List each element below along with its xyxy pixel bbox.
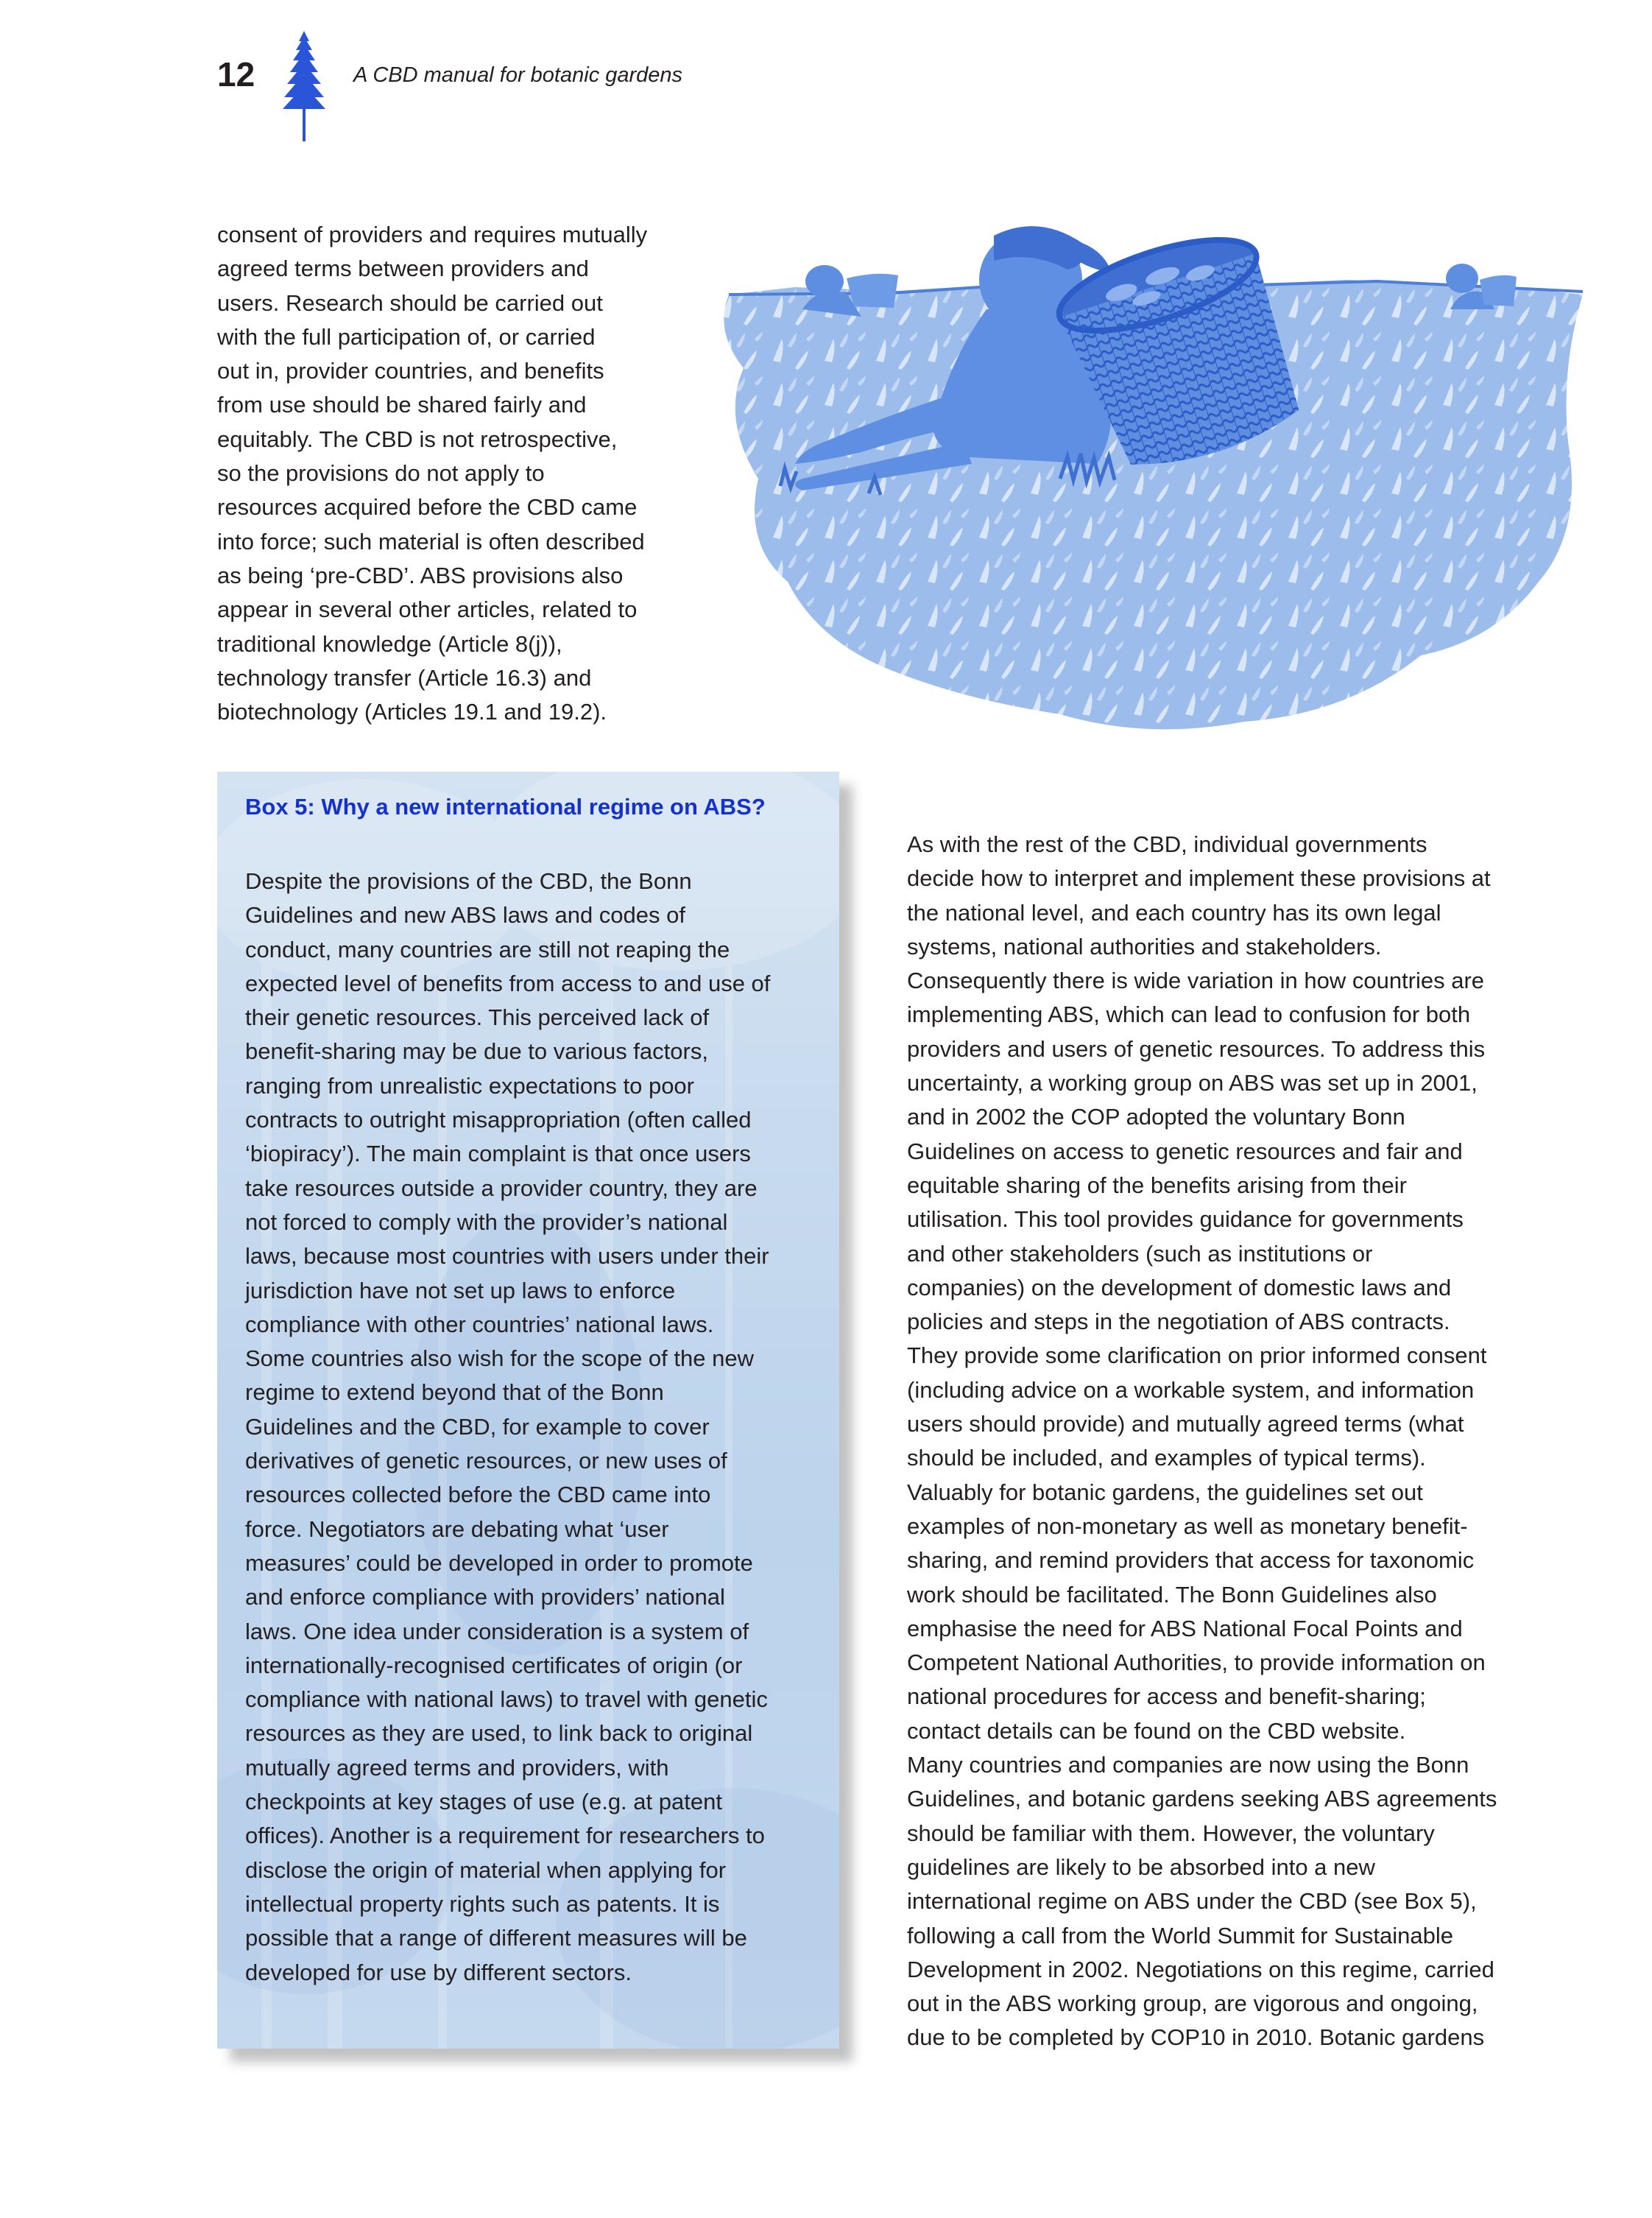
text-line: with the full participation of, or carried bbox=[217, 323, 596, 350]
text-line: traditional knowledge (Article 8(j)), bbox=[217, 630, 562, 657]
text-line: policies and steps in the negotiation of ABS contracts. bbox=[907, 1309, 1450, 1335]
text-line: Competent National Authorities, to provide information on bbox=[907, 1650, 1486, 1676]
text-line: due to be completed by COP10 in 2010. Botanic gardens bbox=[907, 2024, 1485, 2051]
text-line: their genetic resources. This perceived lack of bbox=[245, 1004, 710, 1031]
text-line: measures’ could be developed in order to promote bbox=[245, 1549, 753, 1576]
text-line: biotechnology (Articles 19.1 and 19.2). bbox=[217, 699, 607, 725]
text-line: agreed terms between providers and bbox=[217, 256, 589, 282]
text-line: They provide some clarification on prior informed consent bbox=[907, 1342, 1487, 1369]
text-line: users should provide) and mutually agreed terms (what bbox=[907, 1411, 1464, 1437]
text-line: Despite the provisions of the CBD, the Bonn bbox=[245, 868, 692, 894]
text-line: resources as they are used, to link back to original bbox=[245, 1720, 753, 1747]
text-line: Valuably for botanic gardens, the guidelines set out bbox=[907, 1479, 1423, 1505]
text-line: developed for use by different sectors. bbox=[245, 1959, 632, 1985]
text-line: resources acquired before the CBD came bbox=[217, 494, 638, 521]
text-line: and enforce compliance with providers’ national bbox=[245, 1584, 725, 1610]
text-line: Guidelines on access to genetic resources and fair and bbox=[907, 1138, 1463, 1164]
text-line: disclose the origin of material when applying for bbox=[245, 1856, 727, 1883]
text-line: examples of non-monetary as well as monetary benefit- bbox=[907, 1513, 1468, 1539]
text-line: conduct, many countries are still not reaping the bbox=[245, 936, 730, 962]
text-line: uncertainty, a working group on ABS was set up in 2001, bbox=[907, 1070, 1478, 1096]
text-line: internationally-recognised certificates of origin (or bbox=[245, 1652, 743, 1678]
text-line: contracts to outright misappropriation (often called bbox=[245, 1107, 752, 1133]
text-line: from use should be shared fairly and bbox=[217, 392, 587, 418]
text-line: into force; such material is often described bbox=[217, 528, 645, 554]
text-line: expected level of benefits from access to and use of bbox=[245, 970, 771, 996]
text-line: jurisdiction have not set up laws to enforce bbox=[245, 1277, 676, 1303]
text-line: compliance with national laws) to travel with genetic bbox=[245, 1686, 768, 1713]
text-line: consent of providers and requires mutually bbox=[217, 222, 648, 247]
text-line: should be included, and examples of typical terms). bbox=[907, 1445, 1426, 1471]
text-line: regime to extend beyond that of the Bonn bbox=[245, 1379, 664, 1406]
text-line: guidelines are likely to be absorbed into a new bbox=[907, 1853, 1375, 1880]
text-line: resources collected before the CBD came into bbox=[245, 1482, 711, 1508]
text-line: possible that a range of different measures will be bbox=[245, 1925, 747, 1951]
text-line: compliance with other countries’ national laws. bbox=[245, 1311, 714, 1337]
box-title: Box 5: Why a new international regime on ABS? bbox=[245, 794, 766, 820]
text-line: ranging from unrealistic expectations to poor bbox=[245, 1072, 694, 1099]
text-line: Some countries also wish for the scope of the new bbox=[245, 1345, 754, 1372]
text-line: Development in 2002. Negotiations on this regime, carried bbox=[907, 1956, 1494, 1982]
running-title: A CBD manual for botanic gardens bbox=[353, 63, 683, 87]
text-line: users. Research should be carried out bbox=[217, 289, 603, 316]
text-line: (including advice on a workable system, and information bbox=[907, 1376, 1475, 1403]
text-line: technology transfer (Article 16.3) and bbox=[217, 664, 592, 691]
text-line: companies) on the development of domestic laws and bbox=[907, 1274, 1452, 1300]
text-line: should be familiar with them. However, the voluntary bbox=[907, 1820, 1435, 1846]
text-line: decide how to interpret and implement these provisions at bbox=[907, 865, 1491, 892]
text-line: equitably. The CBD is not retrospective, bbox=[217, 426, 618, 452]
text-line: take resources outside a provider country, they are bbox=[245, 1175, 758, 1201]
text-line: systems, national authorities and stakeholders. bbox=[907, 933, 1382, 960]
text-line: offices). Another is a requirement for researchers to bbox=[245, 1823, 765, 1849]
text-line: intellectual property rights such as patents. It is bbox=[245, 1890, 720, 1917]
text-line: derivatives of genetic resources, or new uses of bbox=[245, 1448, 727, 1474]
text-line: the national level, and each country has its own legal bbox=[907, 899, 1441, 926]
intro-paragraph bbox=[217, 218, 647, 729]
text-line: international regime on ABS under the CBD (see Box 5), bbox=[907, 1888, 1477, 1915]
text-line: equitable sharing of the benefits arising from their bbox=[907, 1172, 1407, 1198]
text-line: ‘biopiracy’). The main complaint is that once users bbox=[245, 1141, 751, 1167]
text-line: not forced to comply with the provider’s national bbox=[245, 1208, 728, 1235]
text-line: checkpoints at key stages of use (e.g. at patent bbox=[245, 1789, 722, 1815]
text-line: force. Negotiators are debating what ‘user bbox=[245, 1515, 669, 1542]
text-line: Guidelines and new ABS laws and codes of bbox=[245, 902, 685, 929]
text-line: As with the rest of the CBD, individual governments bbox=[907, 831, 1427, 857]
text-line: out in, provider countries, and benefits bbox=[217, 358, 604, 384]
text-line: benefit-sharing may be due to various factors, bbox=[245, 1038, 708, 1065]
text-line: following a call from the World Summit for Sustainable bbox=[907, 1922, 1454, 1948]
right-column-text bbox=[907, 828, 1497, 2055]
text-line: out in the ABS working group, are vigorous and ongoing, bbox=[907, 1990, 1478, 2017]
text-line: emphasise the need for ABS National Focal Points and bbox=[907, 1615, 1463, 1641]
harvest-illustration bbox=[714, 199, 1598, 751]
text-line: appear in several other articles, related to bbox=[217, 596, 638, 623]
text-line: as being ‘pre-CBD’. ABS provisions also bbox=[217, 562, 624, 588]
text-line: laws. One idea under consideration is a system of bbox=[245, 1618, 749, 1644]
tree-icon bbox=[281, 31, 327, 141]
text-line: and other stakeholders (such as institutions or bbox=[907, 1240, 1373, 1267]
box-5 bbox=[217, 772, 839, 2049]
text-line: Guidelines, and botanic gardens seeking ABS agreements bbox=[907, 1786, 1497, 1812]
text-line: Many countries and companies are now using the Bonn bbox=[907, 1752, 1469, 1778]
box-body bbox=[245, 865, 770, 1990]
page-number: 12 bbox=[217, 55, 255, 94]
text-line: work should be facilitated. The Bonn Guidelines also bbox=[907, 1581, 1437, 1608]
text-line: Consequently there is wide variation in how countries are bbox=[907, 968, 1485, 994]
text-line: implementing ABS, which can lead to confusion for both bbox=[907, 1001, 1471, 1028]
text-line: Guidelines and the CBD, for example to cover bbox=[245, 1413, 710, 1440]
text-line: so the provisions do not apply to bbox=[217, 460, 545, 487]
text-line: mutually agreed terms and providers, with bbox=[245, 1754, 669, 1781]
text-line: contact details can be found on the CBD website. bbox=[907, 1717, 1406, 1744]
text-line: laws, because most countries with users under their bbox=[245, 1243, 769, 1270]
text-line: sharing, and remind providers that access for taxonomic bbox=[907, 1547, 1475, 1574]
text-line: and in 2002 the COP adopted the voluntary Bonn bbox=[907, 1104, 1405, 1130]
text-line: national procedures for access and benefit-sharing; bbox=[907, 1683, 1426, 1710]
text-line: utilisation. This tool provides guidance for governments bbox=[907, 1206, 1464, 1233]
text-line: providers and users of genetic resources. To address this bbox=[907, 1035, 1486, 1062]
